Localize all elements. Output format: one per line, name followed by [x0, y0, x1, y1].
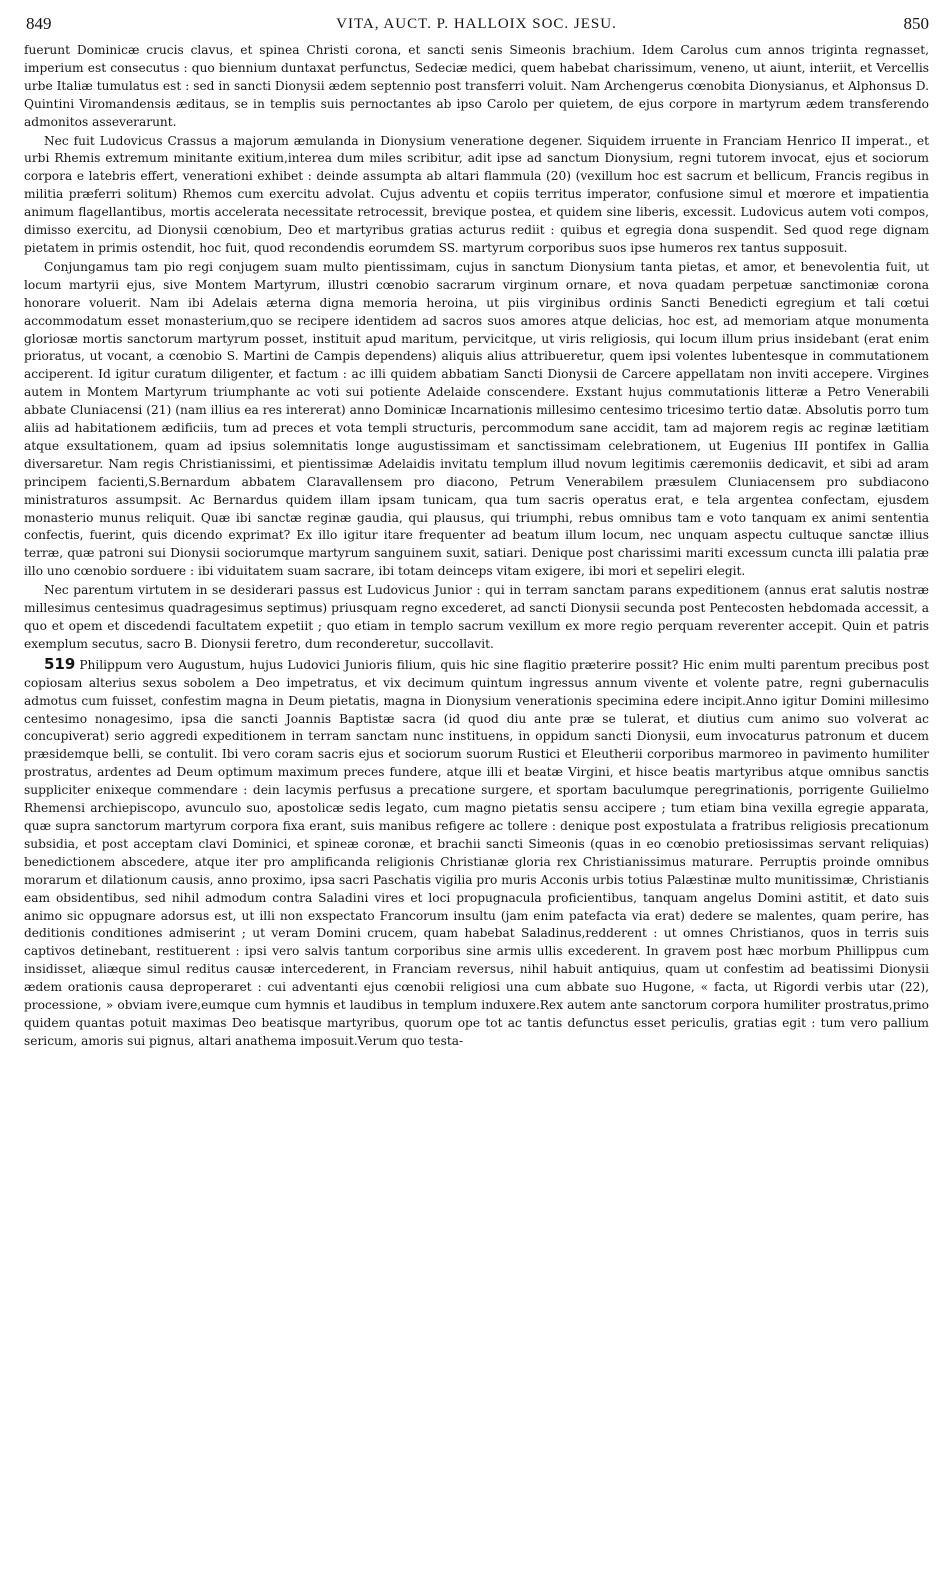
page-number-left: 849 — [26, 14, 52, 33]
section-number: 519 — [44, 654, 76, 673]
paragraph: fuerunt Dominicæ crucis clavus, et spinea Christi corona, et sancti senis Simeonis brachium. Idem Carolus cum annos triginta regnasset, imperium est consecutus : quo biennium duntaxat perfunctus, Sedeciæ medici, quem habebat charissimum, veneno, ut aiunt, interiit, et Vercellis urbe Italiæ tumulatus est : sed in sancti Dionysii ædem septennio post transferri voluit. Nam Archengerus cœnobita Dionysianus, et Alphonsus D. Quintini Viromandensis æditaus, se in templis suis pernoctantes ab ipso Carolo per quietem, de ejus corpore in martyrum ædem transferendo admonitos asseverarunt. — [24, 43, 929, 129]
page-number-right: 850 — [903, 14, 929, 33]
section-text: Philippum vero Augustum, hujus Ludovici Junioris filium, quis hic sine flagitio præterire possit? Hic enim multi parentum precibus post copiosam alterius sexus sobolem a Deo impetratus, et vix decimum quintum ingressus annum vivente et volente patre, regni gubernaculis admotus cum fuisset, confestim magna in Deum pietatis, magna in Dionysium venerationis specimina edere incipit.Anno igitur Domini millesimo centesimo nonagesimo, ipsa die sancti Joannis Baptistæ sacra (id quod diu ante præ se tulerat, et diutius cum animo suo volverat ac concupiverat) serio aggredi expeditionem in terram sanctam nunc instituens, in oppidum sancti Dionysii, eum invocaturus patronum et ducem præsidemque belli, se contulit. Ibi vero coram sacris ejus et sociorum suorum Rustici et Eleutherii corporibus marmoreo in pavimento humiliter prostratus, ardentes ad Deum optimum maximum preces fundere, atque illi et beatæ Virgini, et hisce beatis martyribus atque omnibus sanctis suppliciter enixeque commendare : dein lacymis perfusus a precatione surgere, et sportam baculumque peregrinationis, porrigente Guilielmo Rhemensi archiepiscopo, avunculo suo, apostolicæ sedis legato, cum magno pietatis sensu accipere ; tum etiam bina vexilla egregie apparata, quæ supra sanctorum martyrum corpora fixa erant, suis manibus refigere ac tollere : denique post expostulata a fratribus religiosis precationum subsidia, et post acceptam clavi Dominici, et spineæ coronæ, et brachii sancti Simeonis (quas in eo cœnobio pretiosissimas servant reliquias) benedictionem abscedere, atque iter pro amplificanda religionis Christianæ gloria rex Christianissimus maturare. Perruptis proinde omnibus morarum et dilationum causis, anno proximo, ipsa sacri Paschatis vigilia pro muris Acconis urbis totius Palæstinæ multo munitissimæ, Christianis eam obsidentibus, sed nihil admodum contra Saladini vires et loci propugnacula proficientibus, tanquam angelus Domini astitit, et dato suis animo sic oppugnare adorsus est, ut illi non exspectato Francorum insultu (jam enim patefacta via erat) dedere se malentes, quam perire, has deditionis conditiones admiserint ; ut veram Domini crucem, quam habebat Saladinus,redderent : ut omnes Christianos, quos in terris suis captivos detinebant, restituerent : ipsi vero salvis tantum corporibus sine armis ullis excederent. In gravem post hæc morbum Phillippus cum insidisset, aliæque simul reditus causæ intercederent, in Franciam reversus, nihil habuit antiquius, quam ut confestim ad beatissimi Dionysii ædem orationis causa deproperaret : cui adventanti ejus cœnobii religiosi una cum abbate suo Hugone, « facta, ut Rigordi verbis utar (22), processione, » obviam ivere,eumque cum hymnis et laudibus in templum induxere.Rex autem ante sanctorum corpora humiliter prostratus,primo quidem quantas potuit maximas Deo beatisque martyribus, quorum ope tot ac tantis defunctus esset periculis, gratias egit : tum vero pallium sericum, amoris sui pignus, altari anathema imposuit.Verum quo testa- — [24, 657, 929, 1048]
running-title: VITA, AUCT. P. HALLOIX SOC. JESU. — [336, 16, 617, 32]
body-text — [24, 42, 929, 1051]
paragraph: Conjungamus tam pio regi conjugem suam multo pientissimam, cujus in sanctum Dionysium tanta pietas, et amor, et benevolentia fuit, ut locum martyrii ejus, sive Montem Martyrum, illustri cœnobio sacrarum virginum ornare, et nova quadam perpetuæ sanctimoniæ corona honorare voluerit. Nam ibi Adelais æterna digna memoria heroina, ut piis virginibus ordinis Sancti Benedicti egregium et tali cœtui accommodatum esset monasterium,quo se recipere identidem ad sacros suos amores atque delicias, hoc est, ad memoriam atque monumenta gloriosæ mortis sanctorum martyrum posset, instituit apud maritum, pervicitque, ut viris religiosis, qui locum illum prius insidebant (erat enim prioratus, ut vocant, a cœnobio S. Martini de Campis dependens) aliquis alius attribueretur, quem ipsi volentes lubentesque in commutationem acciperent. Id igitur curatum diligenter, et factum : ac illi quidem abbatiam Sancti Dionysii de Carcere appellatam non inviti accepere. Virgines autem in Montem Martyrum triumphante ac voti sui potiente Adelaide conscendere. Exstant hujus commutationis litteræ a Petro Venerabili abbate Cluniacensi (21) (nam illius ea res intererat) anno Dominicæ Incarnationis millesimo centesimo tricesimo tertio datæ. Absolutis porro tum aliis ad habitationem ædificiis, tum ad preces et vota templi structuris, percommodum sane accidit, tam ad majorem regis ac reginæ lætitiam atque exsultationem, quam ad ipsius solemnitatis longe augustissimam et sanctissimam celebrationem, ut Eugenius III pontifex in Gallia diversaretur. Nam regis Christianissimi, et pientissimæ Adelaidis invitatu templum illud novum legitimis cæremoniis dedicavit, et sibi ad aram principem facienti,S.Bernardum abbatem Claravallensem pro diacono, Petrum Venerabilem præsulem Cluniacensem pro subdiacono ministraturos assumpsit. Ac Bernardus quidem illam ipsam tunicam, qua tum sacris operatus erat, e tela argentea confectam, ejusdem monasterio munus reliquit. Quæ ibi sanctæ reginæ gaudia, qui plausus, qui triumphi, rebus omnibus tam e voto tanquam ex animi sententia confectis, fuerint, quis dicendo exprimat? Ex illo igitur itare frequenter ad beatum illum locum, nec unquam aspectu cultuque sanctæ illius terræ, quæ patroni sui Dionysii sociorumque martyrum sanguinem suxit, satiari. Denique post charissimi mariti excessum cuncta illi palatia præ illo uno cœnobio sorduere : ibi viduitatem suam sacrare, ibi totam deinceps vitam exigere, ibi mori et sepeliri elegit. — [24, 259, 929, 579]
running-header — [24, 12, 929, 42]
section-paragraph — [24, 656, 929, 1051]
page — [24, 12, 929, 1052]
paragraph: Nec parentum virtutem in se desiderari passus est Ludovicus Junior : qui in terram sanctam parans expeditionem (annus erat salutis nostræ millesimus centesimus quadragesimus septimus) priusquam regno excederet, ad sancti Dionysii secunda post Pentecosten hebdomada accessit, a quo et opem et discedendi facultatem expetiit ; quo etiam in templo sacrum vexillum ex more regio perquam reverenter accepit. Quin et patris exemplum secutus, sacro B. Dionysii feretro, dum reconderetur, succollavit. — [24, 583, 929, 651]
paragraph: Nec fuit Ludovicus Crassus a majorum æmulanda in Dionysium veneratione degener. Siquidem irruente in Franciam Henrico II imperat., et urbi Rhemis extremum minitante exitium,interea dum miles scribitur, adit ipse ad sanctum Dionysium, regni tutorem invocat, ejus et sociorum corpora e latebris effert, venerationi exhibet : deinde assumpta ab altari flammula (20) (vexillum hoc est sacrum et bellicum, Francis regibus in militia præferri solitum) Rhemos cum exercitu advolat. Cujus adventu et copiis territus imperator, confusione simul et mœrore et impatientia animum flagellantibus, mortis accelerata necessitate retrocessit, brevique postea, et quidem sine liberis, excessit. Ludovicus autem voti compos, dimisso exercitu, ad Dionysii cœnobium, Deo et martyribus gratias acturus rediit : quibus et egregia dona suspendit. Sed quod rege dignam pietatem in primis ostendit, hoc fuit, quod recondendis eorumdem SS. martyrum corporibus suos ipse humeros rex tantus supposuit. — [24, 133, 929, 255]
